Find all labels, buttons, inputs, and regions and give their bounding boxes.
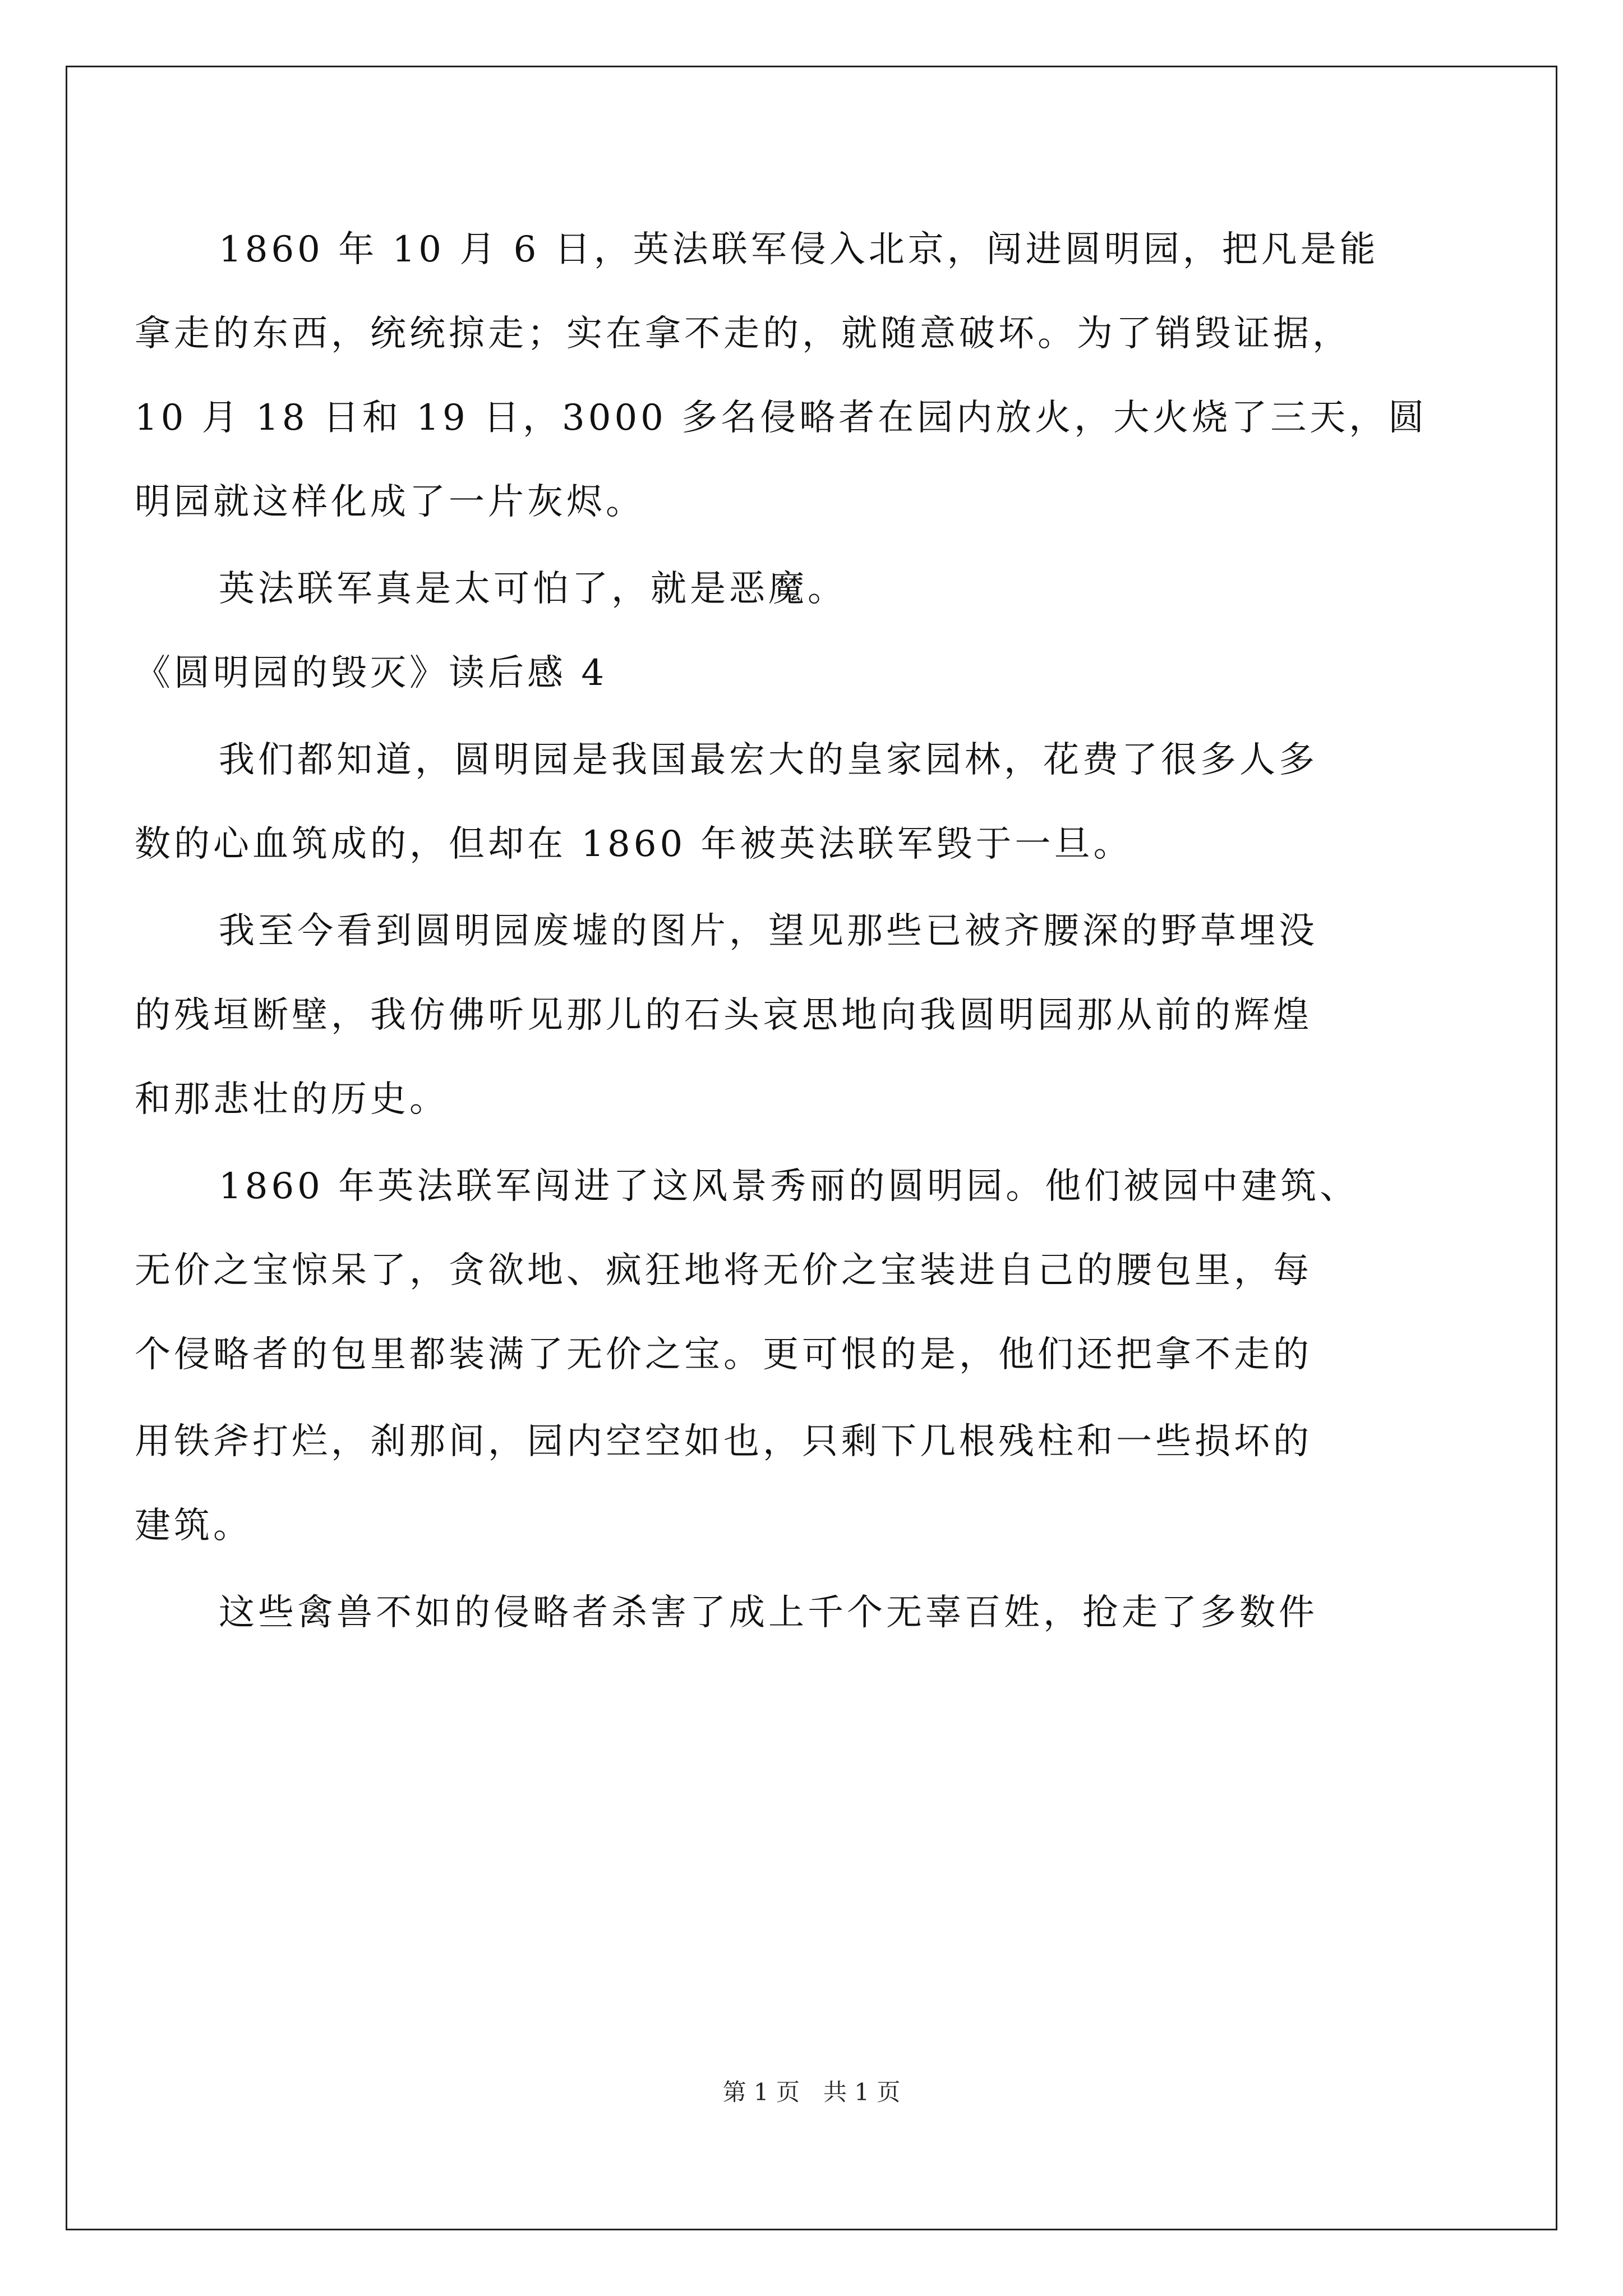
paragraph-2-line-1: 英法联军真是太可怕了，就是恶魔。	[219, 568, 847, 610]
paragraph-3-line-1: 我们都知道，圆明园是我国最宏大的皇家园林，花费了很多人多	[219, 739, 1318, 781]
paragraph-5-line-3: 个侵略者的包里都装满了无价之宝。更可恨的是，他们还把拿不走的	[135, 1334, 1312, 1375]
paragraph-1-line-4: 明园就这样化成了一片灰烬。	[135, 481, 645, 523]
page-footer: 第 1 页 共 1 页	[722, 2078, 901, 2106]
paragraph-3-line-2: 数的心血筑成的，但却在 1860 年被英法联军毁于一旦。	[135, 823, 1133, 865]
paragraph-6-line-1: 这些禽兽不如的侵略者杀害了成上千个无辜百姓，抢走了多数件	[219, 1592, 1318, 1634]
paragraph-4-line-1: 我至今看到圆明园废墟的图片，望见那些已被齐腰深的野草埋没	[219, 910, 1318, 952]
paragraph-1-line-1: 1860 年 10 月 6 日，英法联军侵入北京，闯进圆明园，把凡是能	[219, 229, 1379, 270]
paragraph-4-line-3: 和那悲壮的历史。	[135, 1079, 449, 1120]
paragraph-5-line-4: 用铁斧打烂，刹那间，园内空空如也，只剩下几根残柱和一些损坏的	[135, 1421, 1312, 1462]
paragraph-5-line-1: 1860 年英法联军闯进了这风景秀丽的圆明园。他们被园中建筑、	[219, 1166, 1359, 1207]
paragraph-1-line-3: 10 月 18 日和 19 日，3000 多名侵略者在园内放火，大火烧了三天，圆	[135, 397, 1428, 439]
paragraph-5-line-2: 无价之宝惊呆了，贪欲地、疯狂地将无价之宝装进自己的腰包里，每	[135, 1250, 1312, 1291]
paragraph-1-line-2: 拿走的东西，统统掠走；实在拿不走的，就随意破坏。为了销毁证据，	[135, 313, 1352, 355]
paragraph-4-line-2: 的残垣断壁，我仿佛听见那儿的石头哀思地向我圆明园那从前的辉煌	[135, 995, 1312, 1036]
section-heading: 《圆明园的毁灭》读后感 4	[135, 652, 608, 694]
paragraph-5-line-5: 建筑。	[135, 1505, 252, 1547]
